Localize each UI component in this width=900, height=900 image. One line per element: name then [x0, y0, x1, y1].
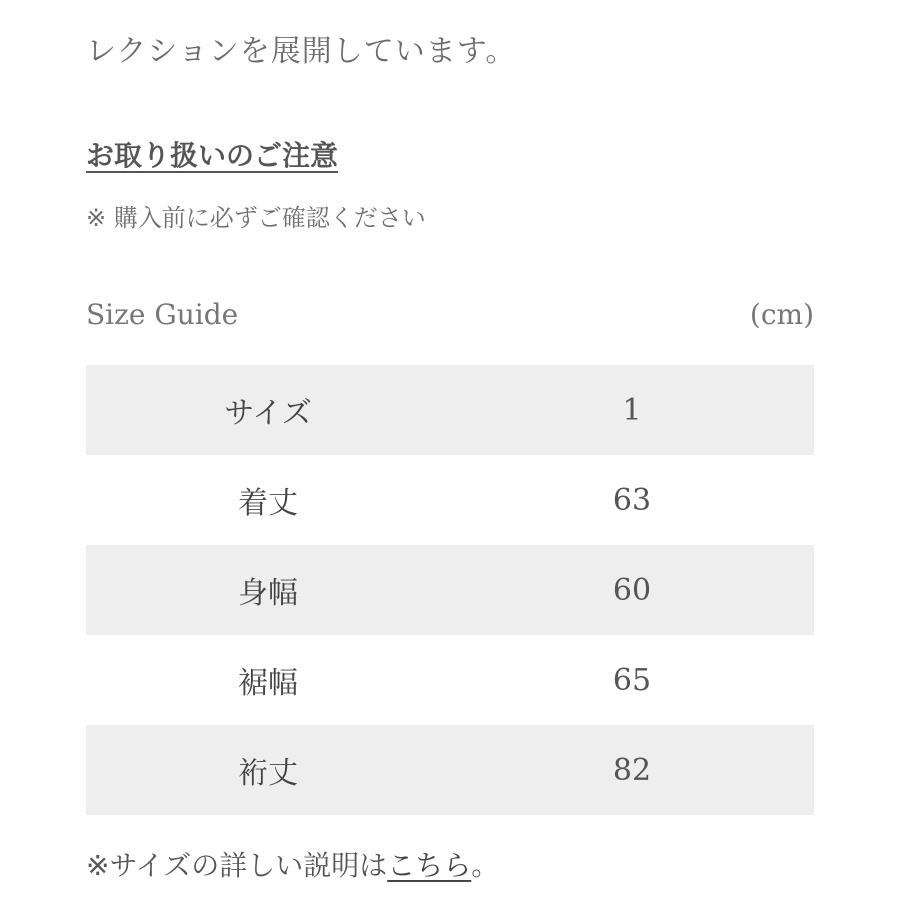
table-row [86, 365, 814, 455]
size-detail-prefix: ※サイズの詳しい説明は [86, 849, 388, 882]
size-detail-link[interactable]: こちら [387, 849, 472, 882]
size-row-value: 1 [450, 365, 814, 455]
size-guide-title: Size Guide [86, 298, 239, 331]
size-unit-label: (cm) [749, 298, 814, 331]
hem-width-row-value: 65 [450, 635, 814, 725]
table-row [86, 635, 814, 725]
width-row-label: 身幅 [86, 545, 450, 635]
size-detail-note [86, 844, 499, 884]
description-text: レクションを展開しています。 [86, 34, 517, 69]
care-instructions-link[interactable]: お取り扱いのご注意 [86, 139, 339, 172]
care-note: ※ 購入前に必ずご確認ください [86, 204, 426, 232]
length-row-value: 63 [450, 455, 814, 545]
length-row-label: 着丈 [86, 455, 450, 545]
table-row [86, 455, 814, 545]
size-table [86, 365, 814, 815]
size-detail-suffix: 。 [471, 849, 500, 882]
width-row-value: 60 [450, 545, 814, 635]
table-row [86, 545, 814, 635]
hem-width-row-label: 裾幅 [86, 635, 450, 725]
sleeve-length-row-label: 裄丈 [86, 725, 450, 815]
size-row-label: サイズ [86, 365, 450, 455]
table-row [86, 725, 814, 815]
sleeve-length-row-value: 82 [450, 725, 814, 815]
